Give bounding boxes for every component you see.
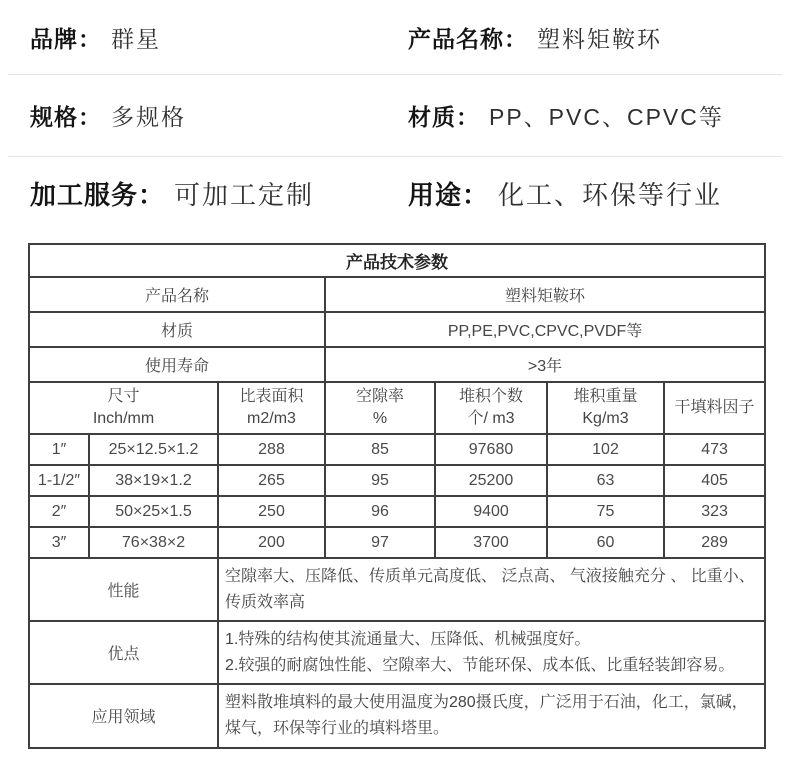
- spec-cell: 3″: [29, 527, 89, 558]
- spec-cell: 3700: [435, 527, 547, 558]
- info-value: PP,PE,PVC,CPVC,PVDF等: [325, 312, 765, 347]
- processing-value: 可加工定制: [174, 180, 315, 210]
- spec-label: 规格：: [30, 104, 102, 130]
- spec-cell: 102: [547, 434, 664, 465]
- advantage-line: 2.较强的耐腐蚀性能、空隙率大、节能环保、成本低、比重轻装卸容易。: [225, 656, 735, 674]
- spec-cell: 76×38×2: [89, 527, 218, 558]
- spec-cell: 323: [664, 496, 765, 527]
- spec-cell: 9400: [435, 496, 547, 527]
- table-title: 产品技术参数: [29, 244, 765, 277]
- feature-text: [218, 621, 765, 684]
- col-header-line1: 堆积个数: [458, 387, 523, 405]
- col-header-packing-weight: [547, 382, 664, 434]
- feature-label: 优点: [29, 621, 218, 684]
- spec-cell: 97680: [435, 434, 547, 465]
- col-header-line1: 堆积重量: [573, 387, 638, 405]
- usage-label: 用途：: [408, 180, 490, 210]
- info-label: 使用寿命: [29, 347, 325, 382]
- spec-cell: 1″: [29, 434, 89, 465]
- feature-text: 塑料散堆填料的最大使用温度为280摄氏度，广泛用于石油，化工，氯碱，煤气，环保等行业的填料塔里。: [218, 684, 765, 747]
- brand-value: 群星: [111, 25, 161, 52]
- info-row-lifespan: [29, 347, 765, 382]
- col-header-line2: m2/m3: [247, 410, 296, 427]
- product-name-value: 塑料矩鞍环: [537, 25, 662, 52]
- table-title-row: [29, 244, 765, 277]
- spec-cell: 97: [325, 527, 435, 558]
- feature-label: 性能: [29, 558, 218, 621]
- col-header-line2: Kg/m3: [582, 410, 629, 427]
- col-header-line2: %: [372, 410, 388, 427]
- column-header-row: [29, 382, 765, 434]
- info-value: 塑料矩鞍环: [325, 277, 765, 312]
- spec-value: 多规格: [111, 104, 186, 130]
- col-header-line1: 比表面积: [239, 387, 304, 405]
- spec-cell: 60: [547, 527, 664, 558]
- spec-cell: 75: [547, 496, 664, 527]
- spec-cell: 288: [218, 434, 325, 465]
- spec-cell: 63: [547, 465, 664, 496]
- col-header-line2: Inch/mm: [92, 410, 155, 427]
- brand-label: 品牌：: [30, 25, 102, 52]
- spec-cell: 25×12.5×1.2: [89, 434, 218, 465]
- col-header-line1: 空隙率: [355, 387, 404, 405]
- info-row-product-name: [29, 277, 765, 312]
- col-header-surface-area: [218, 382, 325, 434]
- advantages-row: [29, 621, 765, 684]
- attribute-processing: [30, 175, 408, 212]
- attribute-brand: [30, 21, 408, 54]
- spec-cell: 473: [664, 434, 765, 465]
- col-header-packing-count: [435, 382, 547, 434]
- processing-label: 加工服务：: [30, 180, 166, 210]
- spec-cell: 1-1/2″: [29, 465, 89, 496]
- table-row: [29, 465, 765, 496]
- spec-cell: 95: [325, 465, 435, 496]
- usage-value: 化工、环保等行业: [498, 180, 723, 210]
- spec-cell: 50×25×1.5: [89, 496, 218, 527]
- table-row: [29, 434, 765, 465]
- col-header-line2: 个/ m3: [467, 410, 515, 427]
- spec-cell: 265: [218, 465, 325, 496]
- col-header-size: [29, 382, 218, 434]
- col-header-line1: 干填料因子: [674, 398, 755, 416]
- info-label: 材质: [29, 312, 325, 347]
- attribute-row: [0, 75, 790, 156]
- spec-cell: 85: [325, 434, 435, 465]
- col-header-line1: 尺寸: [107, 387, 140, 405]
- material-value: PP、PVC、CPVC等: [489, 104, 724, 130]
- attribute-product-name: [408, 21, 790, 54]
- spec-cell: 250: [218, 496, 325, 527]
- technical-parameters-table: [28, 243, 766, 749]
- attribute-usage: [408, 175, 790, 212]
- attribute-material: [408, 99, 790, 132]
- material-label: 材质：: [408, 104, 480, 130]
- attribute-row: [0, 0, 790, 74]
- spec-cell: 289: [664, 527, 765, 558]
- feature-text: 空隙率大、压降低、传质单元高度低、 泛点高、 气液接触充分 、 比重小、 传质效率高: [218, 558, 765, 621]
- application-row: [29, 684, 765, 747]
- info-label: 产品名称: [29, 277, 325, 312]
- col-header-dry-packing-factor: [664, 382, 765, 434]
- product-name-label: 产品名称：: [408, 25, 528, 52]
- info-row-material: [29, 312, 765, 347]
- spec-cell: 38×19×1.2: [89, 465, 218, 496]
- advantage-line: 1.特殊的结构使其流通量大、压降低、机械强度好。: [225, 631, 591, 649]
- attribute-spec: [30, 99, 408, 132]
- spec-cell: 200: [218, 527, 325, 558]
- spec-cell: 2″: [29, 496, 89, 527]
- spec-cell: 405: [664, 465, 765, 496]
- table-row: [29, 496, 765, 527]
- info-value: >3年: [325, 347, 765, 382]
- product-attributes-section: [0, 0, 790, 230]
- table-row: [29, 527, 765, 558]
- spec-cell: 25200: [435, 465, 547, 496]
- attribute-row: [0, 157, 790, 230]
- spec-cell: 96: [325, 496, 435, 527]
- feature-label: 应用领域: [29, 684, 218, 747]
- col-header-void-ratio: [325, 382, 435, 434]
- performance-row: [29, 558, 765, 621]
